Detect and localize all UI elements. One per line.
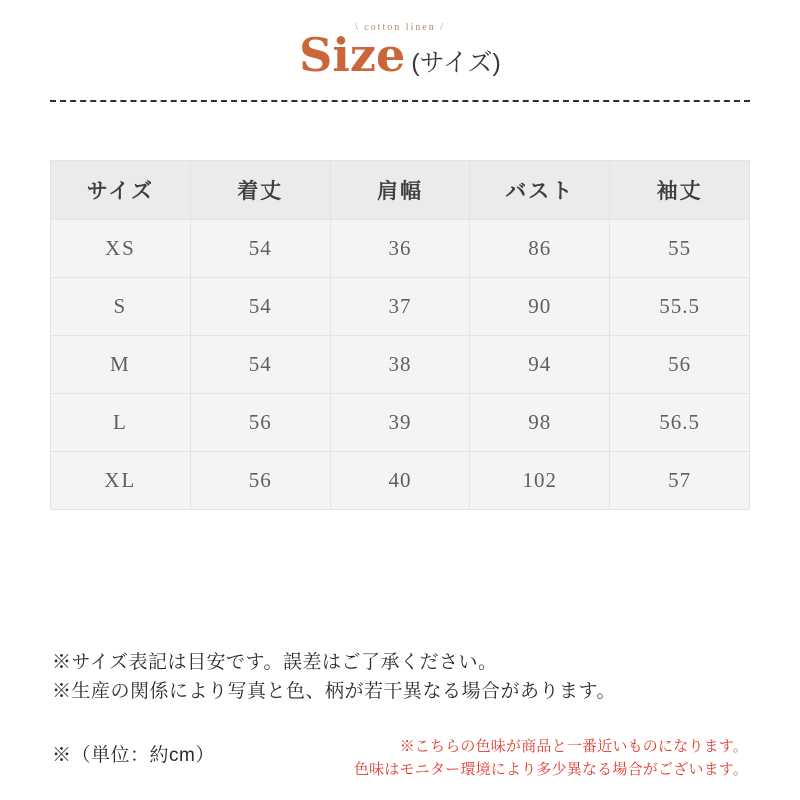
page-header [0,0,800,82]
cell-sleeve: 56 [610,336,750,394]
table-body [51,220,750,510]
column-header-bust: バスト [470,161,610,220]
column-header-size: サイズ [51,161,191,220]
table-row [51,394,750,452]
size-table-container [50,160,750,510]
column-header-sleeve: 袖丈 [610,161,750,220]
cell-size: S [51,278,191,336]
cell-length: 54 [190,336,330,394]
size-table [50,160,750,510]
divider [50,100,750,102]
cell-length: 54 [190,220,330,278]
table-row [51,452,750,510]
cell-sleeve: 55 [610,220,750,278]
table-row [51,336,750,394]
title-main: Size [299,28,406,82]
cell-shoulder: 39 [330,394,470,452]
cell-size: L [51,394,191,452]
note-size-approx: ※サイズ表記は目安です。誤差はご了承ください。 [52,652,498,673]
cell-sleeve: 56.5 [610,394,750,452]
table-row [51,220,750,278]
cell-bust: 98 [470,394,610,452]
cell-size: XS [51,220,191,278]
cell-shoulder: 38 [330,336,470,394]
cell-sleeve: 55.5 [610,278,750,336]
title-sub: (サイズ) [411,49,501,77]
page-title [0,28,800,82]
cell-shoulder: 40 [330,452,470,510]
cell-bust: 94 [470,336,610,394]
header-eyebrow: \ cotton linen / [354,22,446,33]
note-color-variation: ※生産の関係により写真と色、柄が若干異なる場合があります。 [52,681,616,703]
color-note-line1: ※こちらの色味が商品と一番近いものになります。 [399,738,748,755]
disclaimer-notes [52,648,616,707]
table-header-row [51,161,750,220]
cell-shoulder: 37 [330,278,470,336]
column-header-length: 着丈 [190,161,330,220]
table-row [51,278,750,336]
cell-bust: 86 [470,220,610,278]
cell-length: 56 [190,452,330,510]
unit-note: ※（単位：約cm） [52,745,215,766]
table-header [51,161,750,220]
cell-bust: 102 [470,452,610,510]
cell-sleeve: 57 [610,452,750,510]
cell-length: 56 [190,394,330,452]
cell-shoulder: 36 [330,220,470,278]
cell-length: 54 [190,278,330,336]
cell-bust: 90 [470,278,610,336]
cell-size: XL [51,452,191,510]
color-note-line2: 色味はモニター環境により多少異なる場合がございます。 [353,760,748,778]
cell-size: M [51,336,191,394]
color-accuracy-note [354,736,748,781]
column-header-shoulder: 肩幅 [330,161,470,220]
